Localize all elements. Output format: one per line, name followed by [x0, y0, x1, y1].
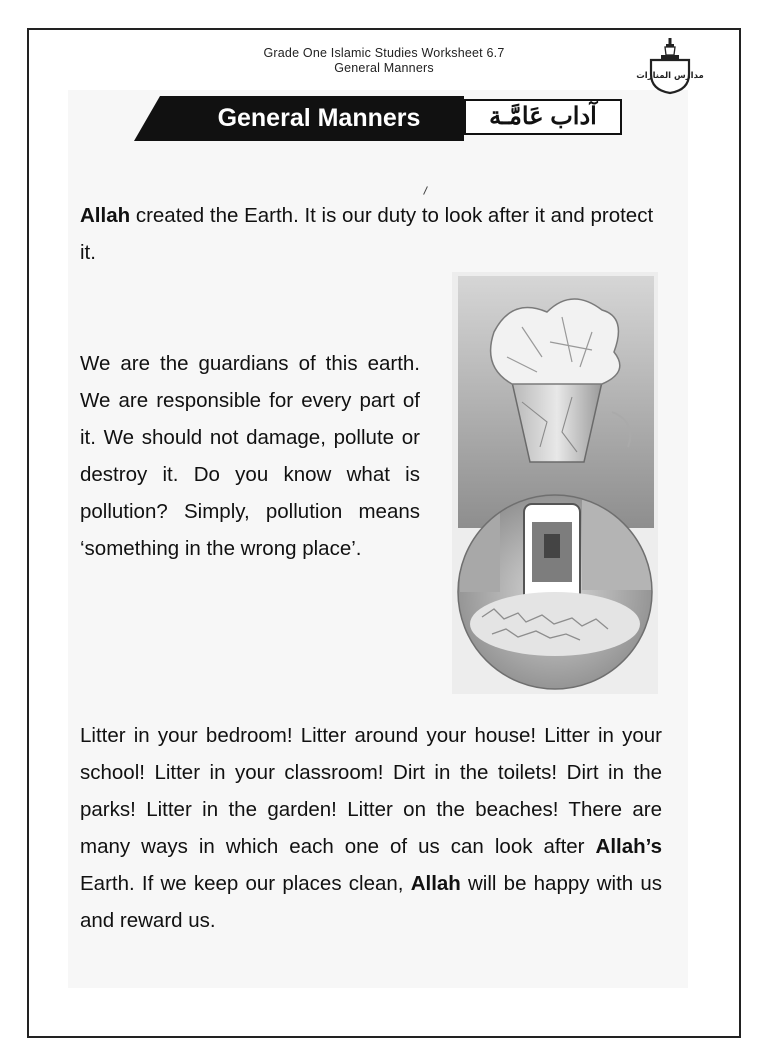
- school-logo-icon: [636, 38, 704, 94]
- litter-bin-photo-icon: [452, 272, 658, 694]
- paragraph-intro: [80, 197, 662, 271]
- litter-text-1: Litter in your bedroom! Litter around your house! Litter in your school! Litter in your classroom! Dirt in the toilets! Dirt in the parks! Litter in the garden! Litter on the beaches! There are many ways in which each one of us can look after: [80, 724, 662, 858]
- litter-text-3: will be happy with us and reward us.: [80, 872, 663, 932]
- paragraph-guardians: We are the guardians of this earth. We are responsible for every part of it. We should not damage, pollute or destroy it. Do you know what is pollution? Simply, pollution means ‘something in the wrong place’.: [80, 352, 420, 560]
- paragraph-litter: [80, 717, 662, 939]
- bold-allah: Allah: [80, 204, 131, 227]
- logo-text: مدارس المنارات: [636, 71, 704, 81]
- bold-allah-2: Allah: [410, 872, 461, 895]
- header-title: Grade One Islamic Studies Worksheet 6.7: [263, 46, 505, 60]
- banner-title-arabic: آداب عَامَّـة: [464, 99, 622, 135]
- intro-text: created the Earth. It is our duty to look after it and protect it.: [80, 204, 654, 264]
- litter-text-2: Earth. If we keep our places clean,: [80, 872, 411, 895]
- bold-allahs: Allah’s: [595, 835, 662, 858]
- title-banner: [134, 96, 630, 141]
- header-subtitle: General Manners: [334, 61, 434, 75]
- banner-title-english: General Manners: [217, 104, 421, 132]
